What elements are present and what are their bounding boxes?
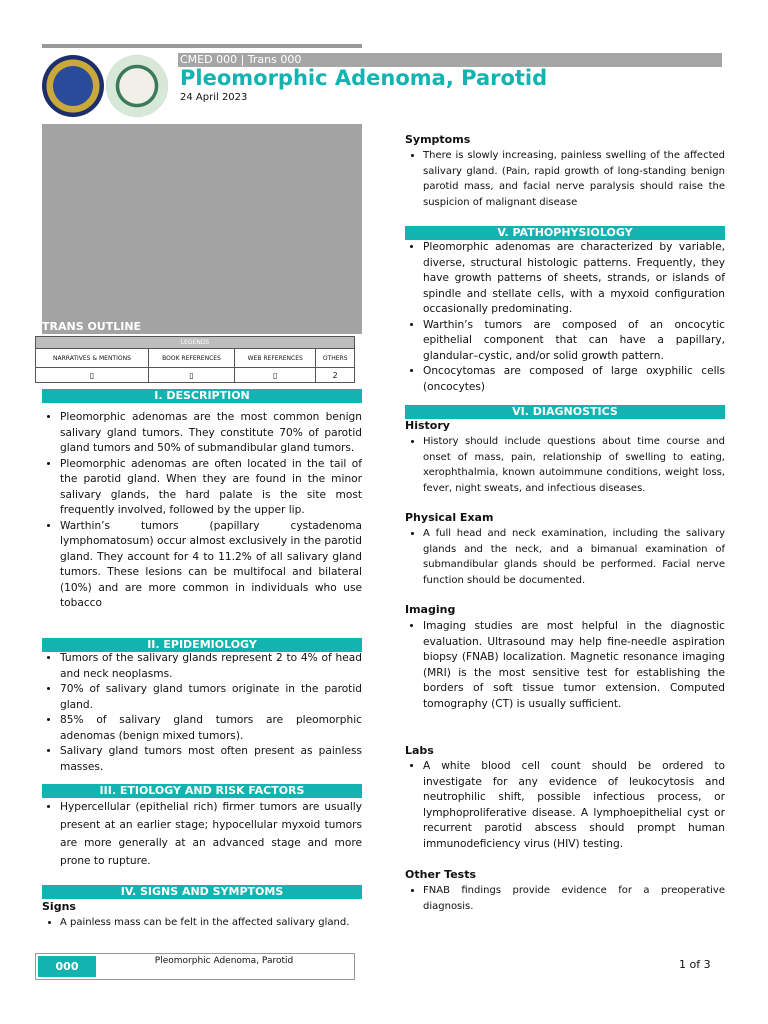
footer-trans-number: 000 (38, 956, 96, 977)
labs-list (405, 759, 725, 852)
list-item: • FNAB findings provide evidence for a preoperative diagnosis. (423, 883, 725, 914)
trans-outline-box (42, 124, 362, 334)
list-item: • Salivary gland tumors most often present as painless masses. (60, 744, 362, 775)
list-item: • 85% of salivary gland tumors are pleomorphic adenomas (benign mixed tumors). (60, 713, 362, 744)
list-item: • Pleomorphic adenomas are often located in the tail of the parotid gland. When they are found in the minor salivary glands, the hard palate is the site most frequently involved, followed by the upper lip. (60, 457, 362, 519)
list-item: • Pleomorphic adenomas are characterized by variable, diverse, structural histologic patterns. Frequently, they have growth patterns of sheets, strands, or islands of spindle and stellate cells, with a myxoid configuration occasionally predominating. (423, 240, 725, 318)
legends-header: LEGENDS (36, 337, 355, 349)
description-list (42, 410, 362, 612)
pathophysiology-list (405, 240, 725, 395)
symptoms-subheading: Symptoms (405, 133, 471, 146)
list-item: • A white blood cell count should be ordered to investigate for any evidence of leukocytosis and neutrophilic shift, possible infectious process, or lymphoproliferative disease. A lymphoepithelial cyst or recurrent parotid abscess should prompt human immunodeficiency virus (HIV) testing. (423, 759, 725, 852)
institution-seal-logo (42, 55, 104, 117)
signs-list (42, 915, 362, 931)
trans-outline-title: TRANS OUTLINE (42, 320, 142, 333)
legend-others: OTHERS (316, 349, 355, 368)
legends-table (35, 336, 355, 383)
course-code: CMED 000 | Trans 000 (178, 53, 722, 67)
physical-exam-list (405, 526, 725, 588)
epidemiology-list (42, 651, 362, 775)
history-list (405, 434, 725, 496)
list-item: • Warthin’s tumors are composed of an oncocytic epithelial component that can have a papillary, glandular–cystic, and/or solid growth pattern. (423, 318, 725, 365)
top-rule (42, 44, 362, 48)
physical-exam-subheading: Physical Exam (405, 511, 494, 524)
legend-icon-narratives: ▯ (36, 368, 149, 383)
imaging-list (405, 619, 725, 712)
list-item: • Imaging studies are most helpful in the diagnostic evaluation. Ultrasound may help fine-needle aspiration biopsy (FNAB) localization. Magnetic resonance imaging (MRI) is the most sensitive test for establishing the borders of soft tissue tumor extension. Computed tomography (CT) is usually sufficient. (423, 619, 725, 712)
list-item: • 70% of salivary gland tumors originate in the parotid gland. (60, 682, 362, 713)
other-tests-subheading: Other Tests (405, 868, 477, 881)
section-description-header: I. DESCRIPTION (42, 389, 362, 403)
section-etiology-header: III. ETIOLOGY AND RISK FACTORS (42, 784, 362, 798)
footer-box (35, 953, 355, 980)
list-item: • Pleomorphic adenomas are the most common benign salivary gland tumors. They constitute 70% of parotid gland tumors and 50% of submandibular gland tumors. (60, 410, 362, 457)
etiology-list (42, 798, 362, 870)
list-item: • Tumors of the salivary glands represent 2 to 4% of head and neck neoplasms. (60, 651, 362, 682)
symptoms-list (405, 148, 725, 210)
list-item: • A full head and neck examination, including the salivary glands and the neck, and a bimanual examination of submandibular glands should be performed. Facial nerve function should be documented. (423, 526, 725, 588)
legend-icon-web: ▯ (235, 368, 316, 383)
legend-icon-others: 2 (316, 368, 355, 383)
section-diagnostics-header: VI. DIAGNOSTICS (405, 405, 725, 419)
labs-subheading: Labs (405, 744, 434, 757)
page-date: 24 April 2023 (180, 92, 248, 103)
section-epidemiology-header: II. EPIDEMIOLOGY (42, 638, 362, 652)
section-signs-header: IV. SIGNS AND SYMPTOMS (42, 885, 362, 899)
legend-web-references: WEB REFERENCES (235, 349, 316, 368)
list-item: • There is slowly increasing, painless swelling of the affected salivary gland. (Pain, rapid growth of long-standing benign parotid mass, and facial nerve paralysis should raise the suspicion of malignant disease (423, 148, 725, 210)
other-tests-list (405, 883, 725, 914)
page-number: 1 of 3 (679, 958, 711, 971)
imaging-subheading: Imaging (405, 603, 456, 616)
list-item: • History should include questions about time course and onset of mass, pain, relationship of swelling to eating, xerophthalmia, known autoimmune conditions, weight loss, fever, night sweats, and infectious diseases. (423, 434, 725, 496)
legend-narratives: NARRATIVES & MENTIONS (36, 349, 149, 368)
college-seal-logo (106, 55, 168, 117)
footer-title: Pleomorphic Adenoma, Parotid (154, 956, 294, 966)
legend-book-references: BOOK REFERENCES (148, 349, 234, 368)
list-item: • Hypercellular (epithelial rich) firmer tumors are usually present at an earlier stage; hypocellular myxoid tumors are more generally at an advanced stage and more prone to rupture. (60, 798, 362, 870)
list-item: • Warthin’s tumors (papillary cystadenoma lymphomatosum) occur almost exclusively in the parotid gland. They account for 4 to 11.2% of all salivary gland tumors. These lesions can be multifocal and bilateral (10%) and are more common in individuals who use tobacco (60, 519, 362, 612)
signs-subheading: Signs (42, 900, 76, 913)
list-item: • Oncocytomas are composed of large oxyphilic cells (oncocytes) (423, 364, 725, 395)
list-item: • A painless mass can be felt in the affected salivary gland. (60, 915, 362, 931)
section-pathophysiology-header: V. PATHOPHYSIOLOGY (405, 226, 725, 240)
legend-icon-book: ▯ (148, 368, 234, 383)
page-title: Pleomorphic Adenoma, Parotid (180, 66, 548, 90)
history-subheading: History (405, 419, 450, 432)
